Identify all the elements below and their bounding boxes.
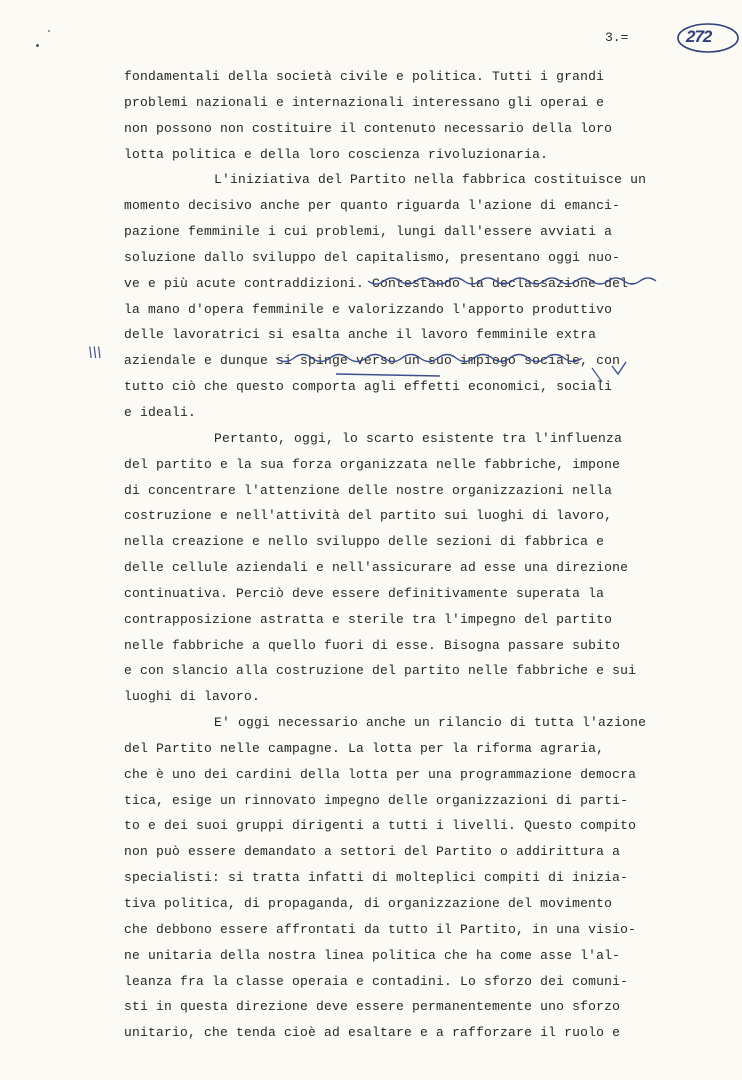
paper-speck: [36, 44, 39, 47]
margin-annotation: \\\: [88, 345, 102, 362]
archive-stamp: [672, 20, 742, 56]
text-line: non possono non costituire il contenuto necessario della loro: [124, 120, 613, 136]
text-line: contrapposizione astratta e sterile tra l'impegno del partito: [124, 611, 613, 627]
text-line: non può essere demandato a settori del Partito o addirittura a: [124, 844, 621, 860]
text-line: L'iniziativa del Partito nella fabbrica costituisce un: [214, 172, 647, 188]
text-line: E' oggi necessario anche un rilancio di tutta l'azione: [214, 715, 647, 731]
text-line: e ideali.: [124, 404, 197, 420]
text-line: tutto ciò che questo comporta agli effetti economici, sociali: [124, 379, 613, 395]
text-line: delle cellule aziendali e nell'assicurare ad esse una direzione: [124, 560, 629, 576]
text-line: Pertanto, oggi, lo scarto esistente tra l'influenza: [214, 430, 623, 446]
paper-speck: [48, 30, 50, 32]
text-line: del partito e la sua forza organizzata nelle fabbriche, impone: [124, 456, 621, 472]
page-number: 3.=: [605, 30, 629, 45]
text-line: del Partito nelle campagne. La lotta per la riforma agraria,: [124, 740, 605, 756]
text-line: tica, esige un rinnovato impegno delle organizzazioni di parti-: [124, 792, 629, 808]
text-line: la mano d'opera femminile e valorizzando l'apporto produttivo: [124, 301, 613, 317]
text-line: problemi nazionali e internazionali interessano gli operai e: [124, 94, 605, 110]
text-line: fondamentali della società civile e politica. Tutti i grandi: [124, 69, 605, 84]
text-line: continuativa. Perciò deve essere definitivamente superata la: [124, 585, 605, 601]
text-line: ve e più acute contraddizioni. Contestando la declassazione del-: [124, 275, 637, 291]
text-line: leanza fra la classe operaia e contadini. Lo sforzo dei comuni-: [124, 973, 629, 989]
text-line: lotta politica e della loro coscienza rivoluzionaria.: [124, 146, 549, 162]
text-line: specialisti: si tratta infatti di molteplici compiti di inizia-: [124, 870, 629, 886]
text-line: che debbono essere affrontati da tutto il Partito, in una visio-: [124, 921, 637, 937]
text-line: di concentrare l'attenzione delle nostre organizzazioni nella: [124, 482, 613, 498]
text-line: costruzione e nell'attività del partito sui luoghi di lavoro,: [124, 508, 613, 524]
text-line: e con slancio alla costruzione del partito nelle fabbriche e sui: [124, 663, 637, 679]
text-line: sti in questa direzione deve essere permanentemente uno sforzo: [124, 999, 621, 1015]
text-line: to e dei suoi gruppi dirigenti a tutti i livelli. Questo compito: [124, 818, 637, 834]
text-line: soluzione dallo sviluppo del capitalismo, presentano oggi nuo-: [124, 249, 621, 265]
text-line: che è uno dei cardini della lotta per una programmazione democra: [124, 766, 637, 782]
document-body: [124, 64, 704, 1046]
text-line: momento decisivo anche per quanto riguarda l'azione di emanci-: [124, 198, 621, 214]
text-line: nelle fabbriche a quello fuori di esse. Bisogna passare subito: [124, 637, 621, 653]
text-line: luoghi di lavoro.: [124, 689, 261, 705]
text-line: aziendale e dunque si spinge verso un suo impiego sociale, con: [124, 353, 621, 369]
text-line: delle lavoratrici si esalta anche il lavoro femminile extra: [124, 327, 597, 343]
text-line: nella creazione e nello sviluppo delle sezioni di fabbrica e: [124, 534, 605, 550]
text-line: unitario, che tenda cioè ad esaltare e a rafforzare il ruolo e: [124, 1025, 621, 1041]
text-line: pazione femminile i cui problemi, lungi dall'essere avviati a: [124, 224, 613, 240]
text-line: ne unitaria della nostra linea politica che ha come asse l'al-: [124, 947, 621, 963]
archive-number: 272: [686, 27, 712, 46]
text-line: tiva politica, di propaganda, di organizzazione del movimento: [124, 896, 613, 911]
